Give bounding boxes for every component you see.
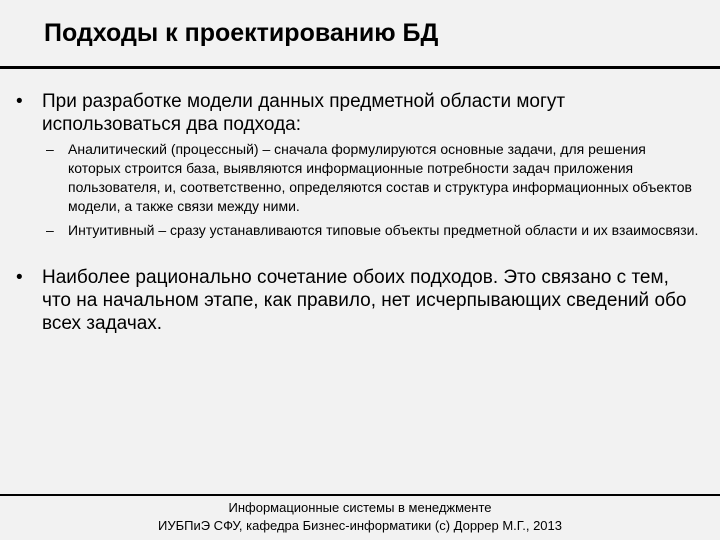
footer-credits: ИУБПиЭ СФУ, кафедра Бизнес-информатики (с) Доррер М.Г., 2013 — [157, 518, 562, 533]
slide-footer — [0, 499, 720, 535]
subitem-marker: – — [46, 222, 54, 238]
subitem-analytical — [46, 140, 702, 216]
bullet-text: При разработке модели данных предметной области могут использоваться два подхода: — [42, 91, 566, 135]
bullet-text: Наиболее рационально сочетание обоих подходов. Это связано с тем, что на начальном этапе, как правило, нет исчерпывающих сведений обо всех задачах. — [42, 267, 687, 334]
footer-course: Информационные системы в менеджменте — [228, 500, 492, 515]
title-divider — [0, 66, 720, 69]
subitem-text: Интуитивный – сразу устанавливаются типовые объекты предметной области и их взаимосвязи. — [68, 222, 699, 238]
slide-title: Подходы к проектированию БД — [44, 19, 439, 47]
bullet-item-combination — [16, 266, 696, 335]
bullet-marker: • — [16, 267, 23, 288]
subitem-intuitive — [46, 221, 702, 240]
footer-divider — [0, 494, 720, 496]
bullet-item-approaches — [16, 90, 696, 136]
subitem-text: Аналитический (процессный) – сначала формулируются основные задачи, для решения которых строится база, выявляются информационные потребности задач приложения пользователя, и, соответственно, определяются состав и структура информационных объектов модели, а также связи между ними. — [68, 141, 692, 214]
bullet-marker: • — [16, 91, 23, 112]
subitem-marker: – — [46, 141, 54, 157]
